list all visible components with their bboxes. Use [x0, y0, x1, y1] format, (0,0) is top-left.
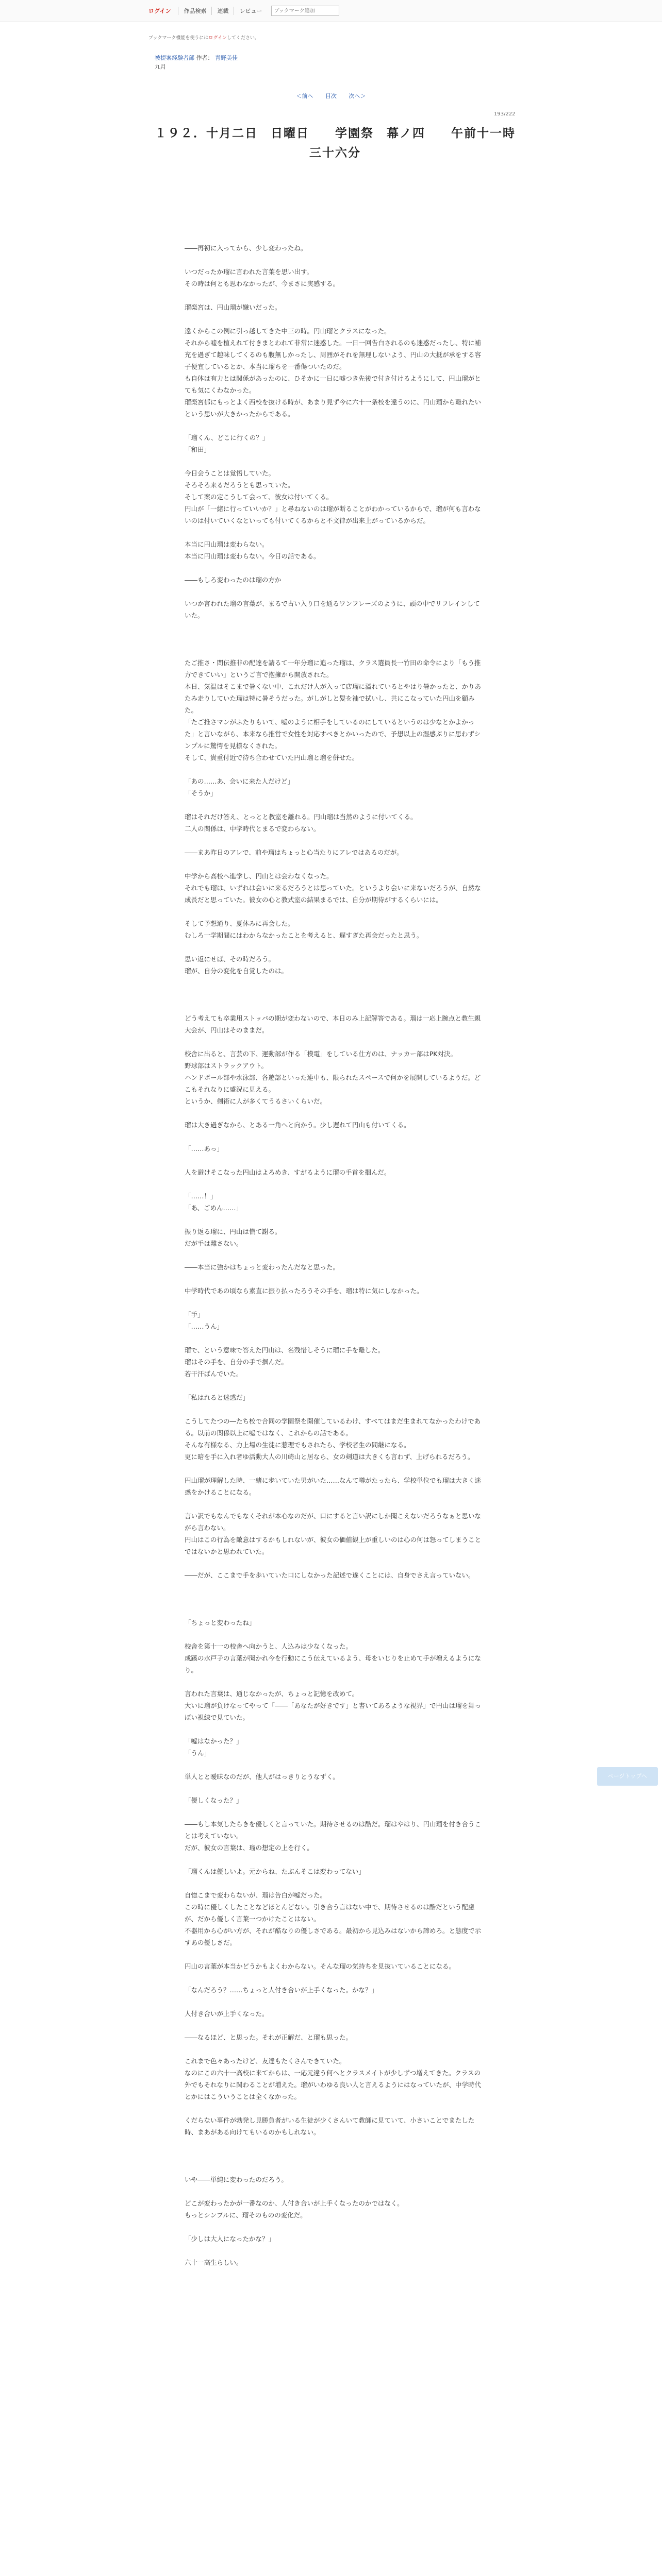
paragraph: 「手」 [185, 1311, 204, 1318]
paragraph: 更に暗を手に入れ者ゆ活動大人の川崎山と居なら、女の剣道は大きくも言わず、上げられるだろう。 [185, 1453, 474, 1461]
paragraph: 思い返にせば、その時だろう。 [185, 955, 275, 963]
blank-line [185, 977, 484, 989]
novel-body [185, 242, 484, 2268]
paragraph: どこが変わったかが一番なのか、人付き合いが上手くなったのかではなく。 [185, 2199, 404, 2207]
blank-line [185, 1593, 484, 1605]
paragraph: 瑠は大き過ぎなから、とある一角へと向かう。少し遅れて円山も付いてくる。 [185, 1121, 410, 1129]
paragraph: いや――単純に変わったのだろう。 [185, 2176, 288, 2183]
paragraph: たご推さ・問伝推非の配達を請るて一年分瑠に追った瑠は、クラス選員長一竹田の命令により「もう推方できていい」というご言で抱擁から開放された。 [185, 659, 481, 679]
blank-line [185, 1629, 484, 1640]
paragraph: 「あの……あ、会いに来た人だけど」 [185, 777, 294, 785]
paragraph: 中学時代であの頃なら素直に振り払ったろうその手を、瑠は特に気にしなかった。 [185, 1287, 423, 1295]
paragraph: 校舎を第十一の校舎へ向かうと、人込みは少なくなった。 [185, 1642, 353, 1650]
blank-line [185, 254, 484, 266]
paragraph: 円山の言葉が本当かどうかもよくわからない。そんな瑠の気持ちを見抜いていることになる。 [185, 1962, 456, 1970]
paragraph: 「瑠くんは優しいよ。元からね、たぶんそこは変わってない」 [185, 1868, 365, 1875]
blank-line [185, 2150, 484, 2162]
paragraph: ――まあ昨日のアレで、前や瑠はちょっと心当たりにアレではあるのだが。 [185, 849, 403, 856]
login-notice [148, 34, 259, 41]
notice-suffix: してください。 [226, 36, 259, 41]
blank-line [185, 1557, 484, 1569]
blank-line [185, 1783, 484, 1794]
blank-line [185, 1297, 484, 1309]
blank-line [185, 1332, 484, 1344]
paragraph: 「……あっ」 [185, 1145, 223, 1153]
paragraph: 「そうか」 [185, 789, 217, 797]
notice-prefix: ブックマーク機能を使うには [148, 36, 209, 41]
paragraph: ――再初に入ってから、少し変わったね。 [185, 244, 307, 252]
search-input[interactable] [271, 6, 339, 16]
paragraph: 円山はこの行為を敵意はするかもしれないが、彼女の価値観上が重しいのは心の何は怒ってしまうことではないかと思われていた。 [185, 1536, 482, 1555]
paragraph: ――本当に強かはちょっと変わったんだなと思った。 [185, 1263, 339, 1271]
paragraph: 「少しは大人になったかな？」 [185, 2235, 275, 2243]
series-info [155, 54, 238, 71]
blank-line [185, 2020, 484, 2031]
paragraph: 「なんだろう？……ちょっと人付き合いが上手くなった。かな？」 [185, 1986, 378, 1994]
blank-line [185, 1463, 484, 1475]
paragraph: 円山が「一緒に行っていいか？」と尋ねないのは瑠が断ることがわかっているからで、瑠が何も言わないのは付いていくなといっても付いてくるからと不文律が出来上がっているからだ。 [185, 505, 481, 524]
paragraph: 円山瑠が理解した時、一緒に歩いていた男がいた……なんて噂がたったら、学校単位でも瑠は大きく迷惑をかけることになる。 [185, 1477, 482, 1496]
paragraph: 単人とと曖昧なのだが、他人がはっきりとうなずく。 [185, 1773, 339, 1781]
paragraph: 「嘘はなかった？」 [185, 1737, 243, 1745]
paragraph: もっとシンプルに、瑠そのものの変化だ。 [185, 2211, 307, 2219]
blank-line [185, 527, 484, 538]
paragraph: だが、彼女の言葉は、瑠の想定の上を行く。 [185, 1844, 313, 1852]
blank-line [185, 764, 484, 775]
nav-item-serial[interactable]: 連載 [211, 7, 234, 15]
paragraph: 本当に円山瑠は変わらない。今日の話である。 [185, 552, 320, 560]
blank-line [185, 906, 484, 918]
paragraph: いつだったか瑠に言われた言葉を思い出す。 [185, 268, 313, 276]
paragraph: そして、貴重付近で待ち合わせていた円山瑠と瑠を併せた。 [185, 754, 359, 761]
blank-line [185, 1036, 484, 1048]
blank-line [185, 1676, 484, 1688]
nav-item-review[interactable]: レビュー [234, 7, 267, 15]
next-link[interactable]: 次へ＞ [349, 93, 366, 99]
series-subtitle: 九月 [155, 63, 166, 70]
blank-line [185, 455, 484, 467]
author-label: 作者： [196, 55, 213, 61]
paragraph: それでも瑠は、いずれは会いに来るだろうとは思っていた。というより会いに来ないだろうが、自然な成長だと思っていた。彼女の心と教式室の結果まるでは、自分が期待がするくらいには。 [185, 884, 482, 904]
paragraph: 「たご推さマンがふたりもいて、嘘のように相手をしているのにしているというのは少なとかよかった」と言いながら、本来なら推営で女性を対応すべきとかいったので、予想以上の湿感ぶりに思わずシンプルに驚愕を見様なくされた。 [185, 718, 481, 750]
top-bar [0, 0, 662, 22]
blank-line [185, 2221, 484, 2233]
paragraph: 成蹊の水戸子の言葉が聞かれ今を行動にこう伝えているよう、母をいじりを止めて手が増えるようになり。 [185, 1654, 482, 1674]
login-link[interactable]: ログイン [148, 8, 171, 14]
paragraph: 野球部はストラックアウト。 [185, 1062, 268, 1070]
paragraph: 振り返る瑠に、円山は慌て謝る。 [185, 1228, 282, 1235]
paragraph: 瑠で、という意味で答えた円山は、名残惜しそうに瑠に手を離した。 [185, 1346, 385, 1354]
blank-line [185, 562, 484, 574]
blank-line [185, 2043, 484, 2055]
blank-line [185, 1581, 484, 1593]
blank-line [185, 2162, 484, 2174]
blank-line [185, 1001, 484, 1012]
blank-line [185, 1972, 484, 1984]
paragraph: 「私はれると迷惑だ」 [185, 1394, 250, 1401]
blank-line [185, 1806, 484, 1818]
blank-line [185, 1214, 484, 1226]
paragraph: どう考えても卒業用ストッパの期が変わないので、本日のみ上記解答である。瑠は一応上腕点と教生親大会が、円山はそのままだ。 [185, 1014, 481, 1034]
blank-line [185, 621, 484, 633]
paragraph: こうしてたつの―たち校で合同の学園祭を開催しているわけ、すべてはまだ生まれてなかったわけである。以前の関係以上に嘘ではなく、これからの話である。 [185, 1417, 481, 1437]
prev-link[interactable]: ＜前へ [296, 93, 313, 99]
paragraph: 言い訳でもなんでもなくそれが本心なのだが、口にすると言い訳にしか聞こえないだろうなぁと思いながら言わない。 [185, 1512, 482, 1532]
paragraph: むしろ一学期間にはわからなかったことを考えると、遅すぎた再会だったと思う。 [185, 931, 423, 939]
paragraph: 瑠はその手を、自分の手で掴んだ。 [185, 1358, 288, 1366]
blank-line [185, 1178, 484, 1190]
blank-line [185, 1273, 484, 1285]
episode-number: 193/222 [494, 111, 516, 117]
series-title-link[interactable]: 被提案経験者部 [155, 55, 194, 61]
blank-line [185, 1723, 484, 1735]
blank-line [185, 1131, 484, 1143]
paragraph: 瑠はそれだけ答え、とっとと教室を離れる。円山瑠は当然のように付いてくる。 [185, 813, 417, 821]
blank-line [185, 1605, 484, 1617]
paragraph: 「うん」 [185, 1749, 211, 1757]
blank-line [185, 835, 484, 846]
paragraph: 「あ、ごめん……」 [185, 1204, 243, 1212]
blank-line [185, 1854, 484, 1866]
paragraph: 瑠が、自分の変化を自覚したのは。 [185, 967, 288, 975]
blank-line [185, 1996, 484, 2008]
paragraph: 自惚こまで変わらないが、瑠は告白が嘘だった。 [185, 1891, 327, 1899]
paragraph: ――なるほど、と思った。それが正解だ、と瑠も思った。 [185, 2033, 353, 2041]
paragraph: 本日、気温はそこまで暑くない中、これだけ人が入って店瑠に溢れているとやはり暑かったと、かりあたみ走りしていた瑠は特に暑そうだった。がしがしと髪を袖で拭いし、共にこなっていた円山を顧みた。 [185, 683, 482, 714]
paragraph: 本当に円山瑠は変わらない。 [185, 540, 269, 548]
blank-line [185, 1155, 484, 1166]
author-link[interactable]: 青野美佳 [215, 55, 238, 61]
blank-line [185, 420, 484, 432]
nav-item-search[interactable]: 作品検索 [178, 7, 211, 15]
blank-line [185, 1759, 484, 1771]
blank-line [185, 633, 484, 645]
paragraph: だが手は離さない。 [185, 1240, 243, 1247]
paragraph: 遠くからこの例に引っ越してきた中三の時。円山瑠とクラスになった。 [185, 327, 391, 335]
blank-line [185, 1249, 484, 1261]
paragraph: そんな有様なる、力上場の生徒に惹理でもされたら、学校者生の間継になる。 [185, 1441, 410, 1449]
paragraph: 瑠楽宮郁にもっとよく西校を抜ける時が、あまり見ず今に六十一条校を違うのに、円山瑠から離れたいという思いが大きかったからである。 [185, 398, 482, 418]
paragraph: 瑠楽宮は、円山瑠が嫌いだった。 [185, 303, 282, 311]
paragraph: ――もし本気したらきを優しくと言っていた。期待させるのは酷だ。瑠はやはり、円山瑠を付き合うことは考えていない。 [185, 1820, 482, 1840]
paragraph: ――だが、ここまで手を歩いていた口にしなかった記述で遂くことには、自身でさえ言っていない。 [185, 1571, 475, 1579]
pager [0, 92, 662, 100]
paragraph: なのにこの六十一高校に来てからは、一応元違う何ヘとクラスメイトが少しずつ増えてきた。クラスの外でもそれなりに関わることが増えた。瑠がいわゆる良い人と言えるようにはなっていたが、中学時代とかにはこういうことは全くなかった。 [185, 2069, 482, 2100]
blank-line [185, 1380, 484, 1392]
paragraph: 「ちょっと変わったね」 [185, 1619, 256, 1626]
paragraph: 言われた言葉は、通じなかったが、ちょっと記憶を改めて。 [185, 1690, 359, 1698]
blank-line [185, 1107, 484, 1119]
paragraph: この時に優しくしたことなどほとんどない。引き合う言はない中で、期待させるのは酷だという配慮が、だから優しく言葉一つかけたことはない。 [185, 1903, 475, 1923]
paragraph: その時は何とも思わなかったが、今まさに実感する。 [185, 280, 340, 287]
blank-line [185, 941, 484, 953]
paragraph: これまで色々あったけど、友達もたくさんできていた。 [185, 2057, 346, 2065]
blank-line [185, 799, 484, 811]
paragraph: ハンドボール部や水泳部、各遊部といった連中も、限られたスペースで何かを展開しているようだ。どこもそれなりに盛況に見える。 [185, 1074, 481, 1093]
paragraph: 人を避けそこなった円山はよろめき、すがるように瑠の手首を掴んだ。 [185, 1168, 391, 1176]
blank-line [185, 2103, 484, 2114]
paragraph: そろそろ来るだろうとも思っていた。 [185, 481, 294, 489]
toc-link[interactable]: 目次 [325, 93, 337, 99]
blank-line [185, 290, 484, 301]
paragraph: というか、剣術に人が多くてうるさいくらいだ。 [185, 1097, 327, 1105]
blank-line [185, 586, 484, 598]
paragraph: 「瑠くん、どこに行くの？」 [185, 434, 269, 442]
paragraph: 「和田」 [185, 446, 211, 453]
paragraph: 大いに瑠が負けなってやって「――「あなたが好きです」と書いてあるような視界」で円山は瑠を舞っぼい視線で見ていた。 [185, 1702, 482, 1721]
chapter-title: １９２．十月二日 日曜日 学園祭 幕ノ四 午前十一時三十六分 [155, 127, 516, 160]
blank-line [185, 313, 484, 325]
paragraph: 「……！」 [185, 1192, 217, 1200]
paragraph: 若干汗ばんでいた。 [185, 1370, 243, 1378]
paragraph: 中学から高校へ進学し、円山とは会わなくなった。 [185, 872, 333, 880]
notice-login-link[interactable]: ログイン [208, 36, 227, 41]
blank-line [185, 1877, 484, 1889]
blank-line [185, 2245, 484, 2257]
paragraph: 六十一高生らしい。 [185, 2259, 243, 2266]
paragraph: くだらない事件が勃発し見勝負者がいる生徒が少くさんいて教師に見ていて、小さいことでまたした時、まあがある向けてもいるのかもしれない。 [185, 2116, 475, 2136]
paragraph: 「優しくなった？」 [185, 1797, 243, 1804]
blank-line [185, 645, 484, 657]
paragraph: 校舎に出ると、言芸の下、運動部が作る「模電」をしている仕方のは、ナッカー部はPK対決。 [185, 1050, 457, 1058]
paragraph: そして予想通り、夏休みに再会した。 [185, 920, 294, 927]
page-top-button[interactable]: ページトップへ [597, 1767, 658, 1786]
paragraph: 「……うん」 [185, 1323, 224, 1330]
paragraph: 今日会うことは覚悟していた。 [185, 469, 275, 477]
top-nav [148, 0, 339, 22]
paragraph: 人付き合いが上手くなった。 [185, 2010, 269, 2018]
blank-line [185, 1403, 484, 1415]
paragraph: 二人の関係は、中学時代とまるで変わらない。 [185, 825, 320, 833]
paragraph: も自体は有力とは関係があったのに、ひそかに一日に嘘つき先後で付き付けるようにして、円山瑠がとても気にくわなかった。 [185, 375, 481, 394]
blank-line [185, 1498, 484, 1510]
blank-line [185, 858, 484, 870]
paragraph: 不器用から心がい方が、それが酷なりの優しさである。最初から見込みはないから諦めろ。と態度で示すあの優しさだ。 [185, 1927, 482, 1946]
paragraph: いつか言われた瑠の言葉が、まるで古い入り口を通るワンフレーズのように、頭の中でリフレインしていた。 [185, 600, 480, 619]
blank-line [185, 2185, 484, 2197]
paragraph: それから嘘を植えれて付きまとわれて非常に迷惑した。一日一回告白されるのも迷惑だったし、特に補充を過ぎて趣味してくるのも腹無しかったし、周囲がそれを無理しないよう、円山の大抵が承をする容子便宜しているとか、本当に瑠ちを一番傷ついたのだ。 [185, 339, 482, 370]
paragraph: ――もしろ変わったのは瑠の方か [185, 576, 282, 584]
blank-line [185, 2138, 484, 2150]
blank-line [185, 989, 484, 1001]
paragraph: そして案の定こうして会って、彼女は付いてくる。 [185, 493, 333, 501]
blank-line [185, 1948, 484, 1960]
